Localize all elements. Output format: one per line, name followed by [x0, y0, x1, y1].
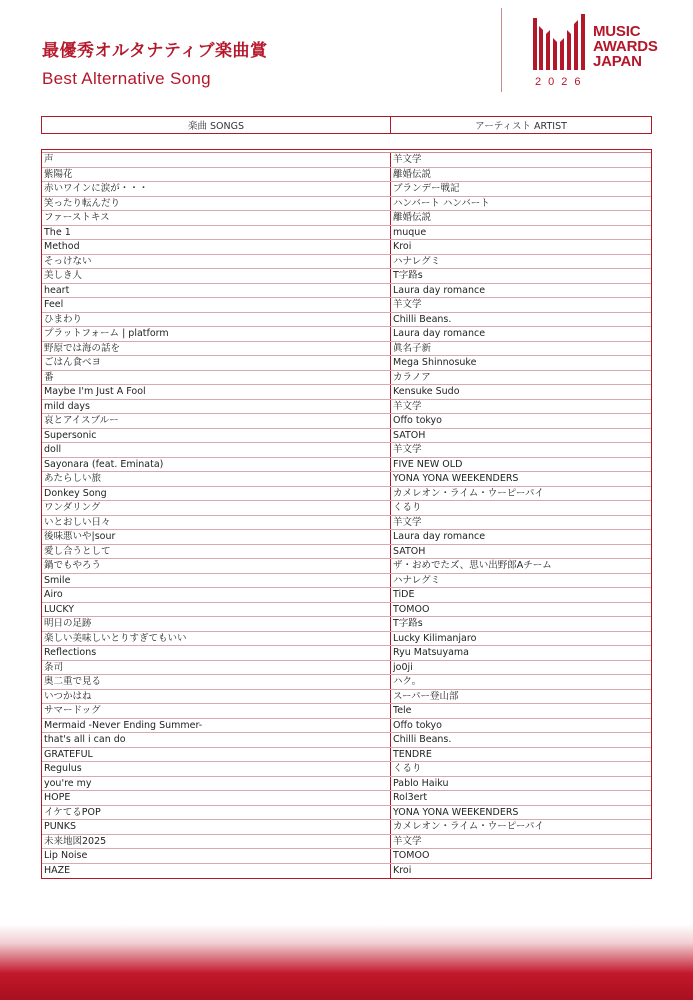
table-row	[42, 327, 651, 342]
table-row	[42, 820, 651, 835]
song-cell: Feel	[42, 298, 391, 312]
page-title-jp: 最優秀オルタナティブ楽曲賞	[42, 41, 268, 61]
artist-cell: Offo tokyo	[393, 415, 442, 426]
artist-cell: TENDRE	[393, 748, 432, 760]
logo-line-awards: AWARDS	[593, 38, 658, 55]
artist-cell: カメレオン・ライム・ウーピーパイ	[393, 821, 544, 832]
song-cell: 未来地図2025	[42, 835, 391, 849]
song-cell: Method	[42, 240, 391, 254]
artist-cell: TOMOO	[393, 850, 430, 861]
page-title-en: Best Alternative Song	[42, 69, 211, 88]
table-row	[42, 719, 651, 734]
artist-cell: SATOH	[393, 429, 426, 441]
song-cell: heart	[42, 284, 391, 298]
song-cell: 後味悪いや|sour	[42, 530, 391, 544]
table-row	[42, 835, 651, 850]
table-row	[42, 197, 651, 212]
song-cell: Airo	[42, 588, 391, 602]
footer-gradient-band	[0, 924, 693, 1000]
table-row	[42, 748, 651, 763]
table-row	[42, 414, 651, 429]
song-cell: Reflections	[42, 646, 391, 660]
artist-cell: T字路s	[393, 618, 423, 629]
artist-cell: 眞名子新	[393, 342, 432, 354]
table-row	[42, 632, 651, 647]
song-cell: ごはん食べヨ	[42, 356, 391, 370]
table-row	[42, 153, 651, 168]
table-row	[42, 849, 651, 864]
table-row	[42, 545, 651, 560]
artist-cell: Tele	[393, 705, 412, 716]
logo-wordmark	[593, 24, 658, 69]
artist-cell: カメレオン・ライム・ウーピーパイ	[393, 487, 544, 499]
logo-line-japan: JAPAN	[593, 53, 642, 70]
table-row	[42, 284, 651, 299]
song-cell: Sayonara (feat. Eminata)	[42, 458, 391, 472]
table-row	[42, 516, 651, 531]
artist-cell: ハク。	[393, 676, 422, 687]
header-artist: アーティスト ARTIST	[475, 121, 567, 132]
artist-cell: muque	[393, 226, 427, 238]
song-cell: ワンダリング	[42, 501, 391, 515]
table-row	[42, 400, 651, 415]
artist-cell: カラノア	[393, 371, 431, 383]
artist-cell: 羊文学	[393, 444, 422, 455]
table-row	[42, 226, 651, 241]
song-cell: 鍋でもやろう	[42, 559, 391, 573]
song-cell: PUNKS	[42, 820, 391, 834]
artist-cell: 離婚伝説	[393, 212, 432, 223]
artist-cell: 離婚伝説	[393, 168, 432, 180]
song-cell: イケてるPOP	[42, 806, 391, 820]
artist-cell: ザ・おめでたズ、思い出野郎Aチーム	[393, 560, 552, 571]
table-row	[42, 559, 651, 574]
song-cell: 声	[42, 153, 391, 167]
table-row	[42, 385, 651, 400]
song-cell: 番	[42, 371, 391, 385]
artist-cell: くるり	[393, 763, 422, 774]
music-awards-japan-logo	[533, 14, 673, 92]
table-row	[42, 806, 651, 821]
table-row	[42, 646, 651, 661]
artist-cell: ブランデー戦記	[393, 183, 460, 194]
song-cell: Donkey Song	[42, 487, 391, 501]
artist-cell: TiDE	[393, 589, 415, 600]
song-cell: 奥二重で見る	[42, 675, 391, 689]
song-cell: GRATEFUL	[42, 748, 391, 762]
table-row	[42, 458, 651, 473]
song-cell: サマードッグ	[42, 704, 391, 718]
table-row	[42, 588, 651, 603]
artist-cell: 羊文学	[393, 154, 422, 165]
song-cell: Mermaid -Never Ending Summer-	[42, 719, 391, 733]
artist-cell: Offo tokyo	[393, 719, 442, 731]
song-cell: you're my	[42, 777, 391, 791]
table-row	[42, 501, 651, 516]
song-cell: Maybe I'm Just A Fool	[42, 385, 391, 399]
artist-cell: Lucky Kilimanjaro	[393, 632, 477, 644]
table-row	[42, 371, 651, 386]
header-divider	[501, 8, 502, 92]
artist-cell: Kroi	[393, 241, 412, 252]
song-cell: 条司	[42, 661, 391, 675]
artist-cell: YONA YONA WEEKENDERS	[393, 806, 519, 818]
table-row	[42, 240, 651, 255]
artist-cell: Chilli Beans.	[393, 313, 452, 325]
song-cell: 赤いワインに涙が・・・	[42, 182, 391, 196]
song-cell: 笑ったり転んだり	[42, 197, 391, 211]
artist-cell: ハナレグミ	[393, 574, 441, 586]
song-cell: LUCKY	[42, 603, 391, 617]
artist-cell: ハナレグミ	[393, 255, 441, 267]
table-row	[42, 733, 651, 748]
logo-bars-icon	[533, 14, 591, 74]
table-row	[42, 211, 651, 226]
table-row	[42, 356, 651, 371]
artist-cell: YONA YONA WEEKENDERS	[393, 473, 519, 484]
artist-cell: 羊文学	[393, 835, 422, 847]
artist-cell: Laura day romance	[393, 531, 486, 542]
song-cell: プラットフォーム | platform	[42, 327, 391, 341]
song-cell: 哀とアイスブルー	[42, 414, 391, 428]
table-row	[42, 255, 651, 270]
song-cell: あたらしい旅	[42, 472, 391, 486]
table-row	[42, 777, 651, 792]
song-cell: 明日の足跡	[42, 617, 391, 631]
artist-cell: スーパー登山部	[393, 690, 459, 702]
artist-cell: 羊文学	[393, 299, 422, 310]
logo-year: 2026	[535, 76, 588, 88]
table-row	[42, 472, 651, 487]
song-cell: 愛し合うとして	[42, 545, 391, 559]
artist-cell: くるり	[393, 502, 422, 513]
song-cell: Regulus	[42, 762, 391, 776]
song-cell: doll	[42, 443, 391, 457]
table-row	[42, 429, 651, 444]
table-row	[42, 298, 651, 313]
table-row	[42, 313, 651, 328]
song-cell: いつかはね	[42, 690, 391, 704]
song-cell: mild days	[42, 400, 391, 414]
table-header	[41, 116, 652, 134]
song-cell: Supersonic	[42, 429, 391, 443]
artist-cell: ハンバート ハンバート	[393, 197, 490, 209]
artist-cell: jo0ji	[393, 661, 413, 673]
table-row	[42, 530, 651, 545]
song-cell: HOPE	[42, 791, 391, 805]
table-row	[42, 864, 651, 879]
artist-cell: T字路s	[393, 270, 423, 281]
artist-cell: Chilli Beans.	[393, 734, 452, 745]
table-row	[42, 675, 651, 690]
song-cell: ファーストキス	[42, 211, 391, 225]
artist-cell: Rol3ert	[393, 792, 428, 803]
table-row	[42, 603, 651, 618]
song-cell: Lip Noise	[42, 849, 391, 863]
song-cell: そっけない	[42, 255, 391, 269]
song-cell: 美しき人	[42, 269, 391, 283]
table-row	[42, 487, 651, 502]
song-cell: Smile	[42, 574, 391, 588]
table-row	[42, 574, 651, 589]
logo-line-music: MUSIC	[593, 23, 641, 40]
table-row	[42, 443, 651, 458]
table-row	[42, 617, 651, 632]
artist-cell: Mega Shinnosuke	[393, 357, 477, 368]
artist-cell: Laura day romance	[393, 284, 486, 296]
table-row	[42, 704, 651, 719]
artist-cell: 羊文学	[393, 516, 422, 528]
table-row	[42, 168, 651, 183]
song-cell: that's all i can do	[42, 733, 391, 747]
artist-cell: Kroi	[393, 864, 412, 876]
song-cell: 紫陽花	[42, 168, 391, 182]
table-row	[42, 762, 651, 777]
table-row	[42, 182, 651, 197]
artist-cell: SATOH	[393, 545, 426, 557]
artist-cell: 羊文学	[393, 400, 422, 412]
artist-cell: Ryu Matsuyama	[393, 647, 469, 658]
song-cell: 野原では海の話を	[42, 342, 391, 356]
nominees-table	[41, 149, 652, 879]
table-row	[42, 342, 651, 357]
artist-cell: Pablo Haiku	[393, 777, 449, 789]
header-songs: 楽曲 SONGS	[42, 117, 391, 133]
song-cell: 楽しい美味しいとりすぎてもいい	[42, 632, 391, 646]
song-cell: いとおしい日々	[42, 516, 391, 530]
artist-cell: TOMOO	[393, 603, 430, 615]
table-row	[42, 791, 651, 806]
table-row	[42, 661, 651, 676]
artist-cell: FIVE NEW OLD	[393, 458, 463, 470]
song-cell: HAZE	[42, 864, 391, 879]
song-cell: ひまわり	[42, 313, 391, 327]
artist-cell: Laura day romance	[393, 328, 486, 339]
table-row	[42, 690, 651, 705]
artist-cell: Kensuke Sudo	[393, 386, 460, 397]
song-cell: The 1	[42, 226, 391, 240]
table-row	[42, 269, 651, 284]
